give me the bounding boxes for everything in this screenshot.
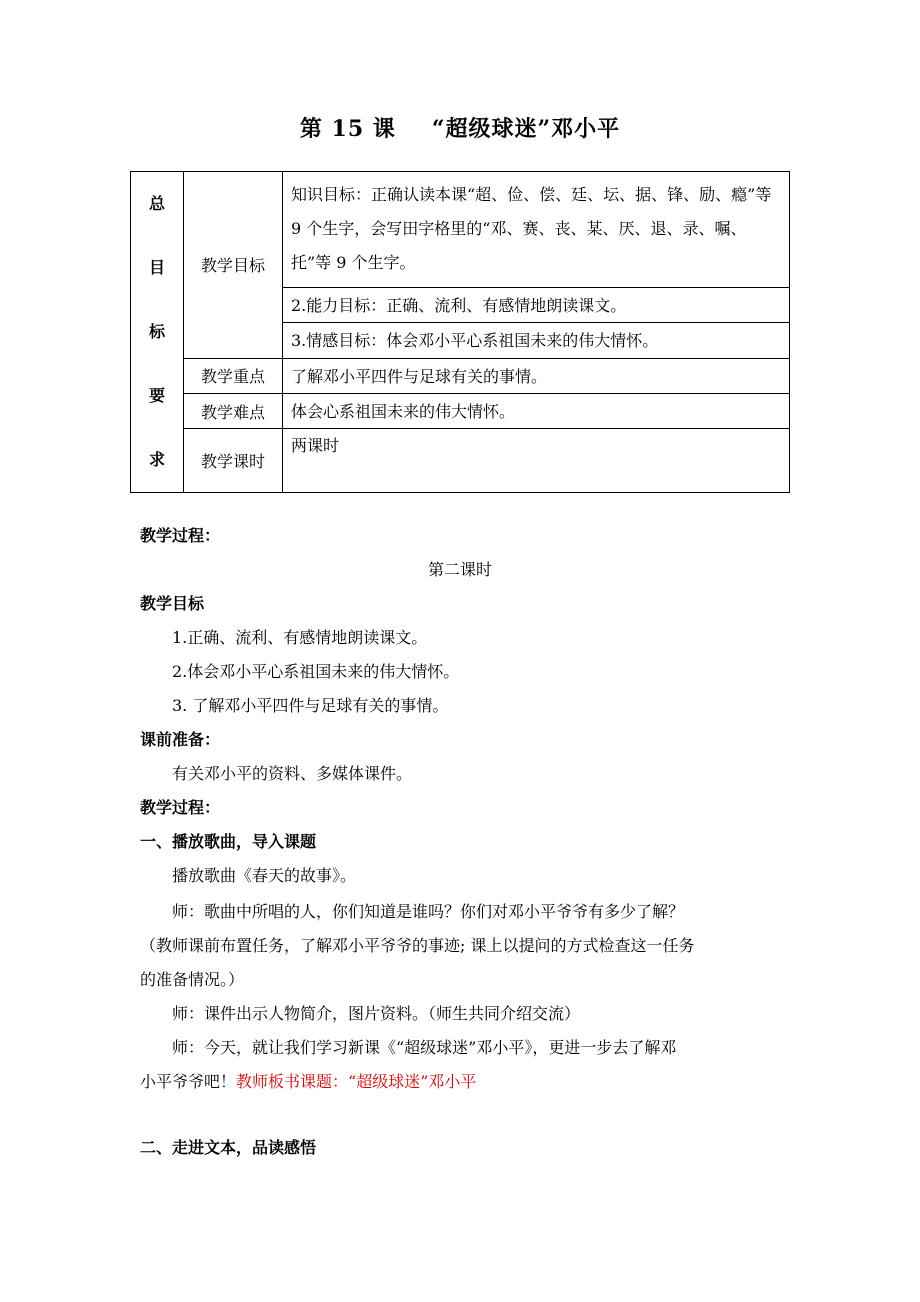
goals-table xyxy=(130,171,790,493)
goals-heading: 教学目标 xyxy=(140,594,205,613)
paragraph: 的准备情况。） xyxy=(140,970,245,989)
lesson-name: “超级球迷”邓小平 xyxy=(431,116,621,142)
ability-goal: 2.能力目标：正确、流利、有感情地朗读课文。 xyxy=(283,288,790,323)
key-point-value: 了解邓小平四件与足球有关的事情。 xyxy=(283,358,790,393)
paragraph: 师：歌曲中所唱的人，你们知道是谁吗？你们对邓小平爷爷有多少了解？ xyxy=(172,902,685,921)
overall-goals-label xyxy=(131,172,184,493)
goal-label: 教学目标 xyxy=(184,172,283,359)
list-item: 3. 了解邓小平四件与足球有关的事情。 xyxy=(172,696,449,715)
paragraph: （教师课前布置任务，了解邓小平爷爷的事迹; 课上以提问的方式检查这一任务 xyxy=(140,936,695,955)
list-item: 2.体会邓小平心系祖国未来的伟大情怀。 xyxy=(172,662,460,681)
list-item: 1.正确、流利、有感情地朗读课文。 xyxy=(172,628,428,647)
process-heading-2: 教学过程： xyxy=(140,798,221,817)
table-row xyxy=(131,358,790,393)
paragraph: 播放歌曲《春天的故事》。 xyxy=(172,866,357,885)
process-heading: 教学过程： xyxy=(140,526,221,545)
emotion-goal: 3.情感目标：体会邓小平心系祖国未来的伟大情怀。 xyxy=(283,323,790,358)
side-char: 要 xyxy=(148,386,165,405)
paragraph-text: 小平爷爷吧！ xyxy=(140,1072,237,1091)
hours-value: 两课时 xyxy=(283,429,790,493)
knowledge-goal: 知识目标：正确认读本课“超、俭、偿、廷、坛、据、锋、励、瘾”等 9 个生字，会写田字格里的“邓、赛、丧、某、厌、退、录、嘱、托”等 9 个生字。 xyxy=(283,172,790,288)
side-char: 求 xyxy=(148,450,165,469)
side-char: 标 xyxy=(148,322,165,341)
hours-label: 教学课时 xyxy=(184,429,283,493)
table-row xyxy=(131,172,790,288)
difficulty-label: 教学难点 xyxy=(184,394,283,429)
prep-heading: 课前准备： xyxy=(140,730,221,749)
session-label: 第二课时 xyxy=(427,560,492,579)
side-char: 目 xyxy=(148,258,165,277)
part2-heading: 二、走进文本，品读感悟 xyxy=(140,1138,317,1157)
paragraph xyxy=(140,1065,476,1099)
paragraph: 师：今天，就让我们学习新课《“超级球迷”邓小平》，更进一步去了解邓 xyxy=(172,1038,677,1057)
key-point-label: 教学重点 xyxy=(184,358,283,393)
part1-heading: 一、播放歌曲，导入课题 xyxy=(140,832,317,851)
lesson-number: 第 15 课 xyxy=(299,116,396,142)
table-row xyxy=(131,394,790,429)
side-char: 总 xyxy=(148,194,165,213)
paragraph: 师：课件出示人物简介，图片资料。（师生共同介绍交流） xyxy=(172,1004,581,1023)
page-title xyxy=(0,112,920,143)
prep-text: 有关邓小平的资料、多媒体课件。 xyxy=(172,764,413,783)
difficulty-value: 体会心系祖国未来的伟大情怀。 xyxy=(283,394,790,429)
table-row xyxy=(131,429,790,493)
board-title-note: 教师板书课题：“超级球迷”邓小平 xyxy=(236,1072,477,1091)
